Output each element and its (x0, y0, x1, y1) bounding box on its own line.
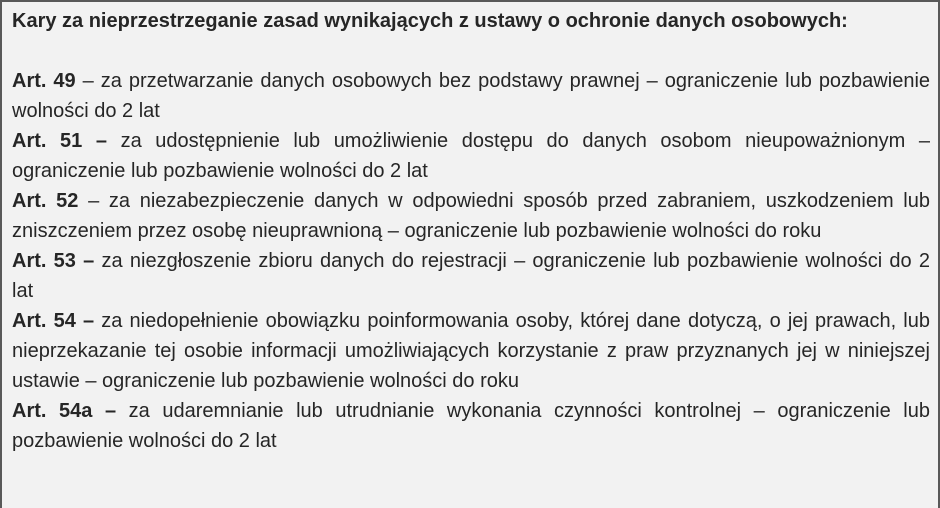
article-53 (12, 246, 930, 306)
article-label: Art. 54 – (12, 310, 95, 332)
article-49 (12, 66, 930, 126)
article-text: za udostępnienie lub umożliwienie dostępu do danych osobom nieupoważnionym – ograniczenie lub pozbawienie wolności do 2 lat (12, 130, 930, 182)
article-text: – za niezabezpieczenie danych w odpowiedni sposób przed zabraniem, uszkodzeniem lub zniszczeniem przez osobę nieuprawnioną – ograniczenie lub pozbawienie wolności do roku (12, 190, 930, 242)
article-label: Art. 52 (12, 190, 79, 212)
article-52 (12, 186, 930, 246)
article-54 (12, 306, 930, 396)
text-content (12, 6, 930, 456)
article-text: za udaremnianie lub utrudnianie wykonania czynności kontrolnej – ograniczenie lub pozbawienie wolności do 2 lat (12, 400, 930, 452)
article-label: Art. 49 (12, 70, 76, 92)
article-text: za niezgłoszenie zbioru danych do rejestracji – ograniczenie lub pozbawienie wolności do 2 lat (12, 250, 930, 302)
article-label: Art. 54a – (12, 400, 117, 422)
article-label: Art. 53 – (12, 250, 95, 272)
article-label: Art. 51 – (12, 130, 107, 152)
heading: Kary za nieprzestrzeganie zasad wynikających z ustawy o ochronie danych osobowych: (12, 10, 848, 32)
article-51 (12, 126, 930, 186)
blank-line (12, 36, 930, 66)
article-54a (12, 396, 930, 456)
article-text: za niedopełnienie obowiązku poinformowania osoby, której dane dotyczą, o jej prawach, lub nieprzekazanie tej osobie informacji umożliwiających korzystanie z praw przyznanych jej w niniejszej ustawie – ograniczenie lub pozbawienie wolności do roku (12, 310, 930, 392)
article-text: – za przetwarzanie danych osobowych bez podstawy prawnej – ograniczenie lub pozbawienie wolności do 2 lat (12, 70, 931, 122)
